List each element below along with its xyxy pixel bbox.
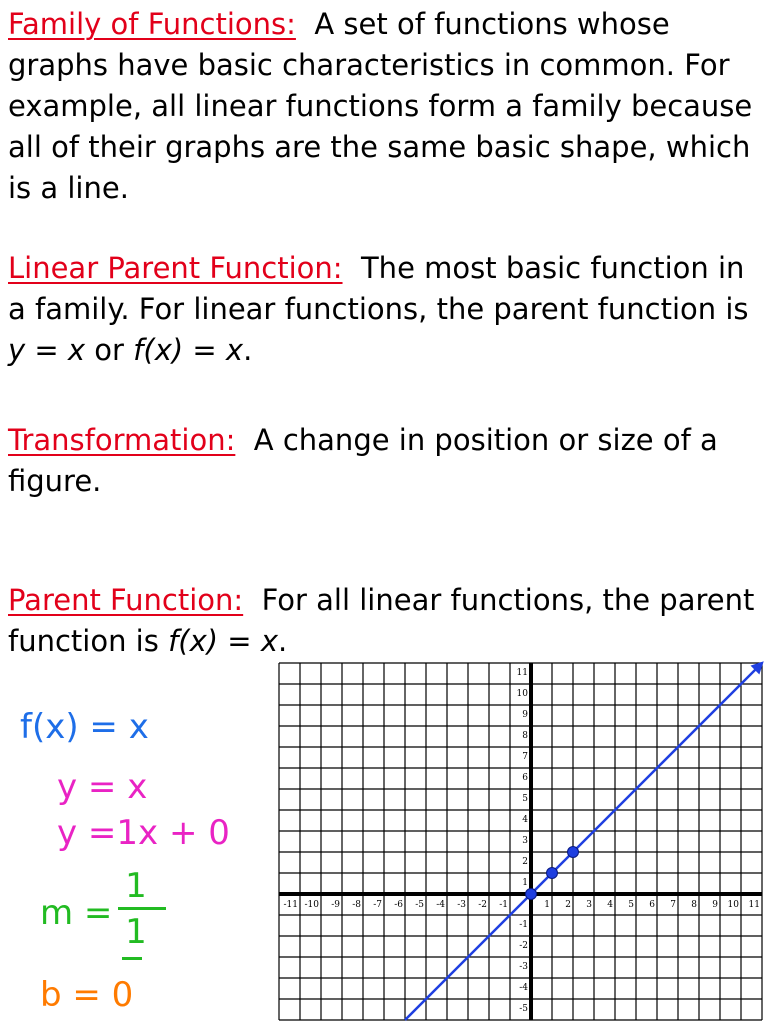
y-tick-label: -3 bbox=[519, 962, 528, 972]
y-tick-label: -5 bbox=[519, 1004, 528, 1014]
x-tick-label: -2 bbox=[478, 900, 487, 910]
denominator-underline bbox=[122, 957, 142, 960]
x-tick-label: 6 bbox=[649, 900, 655, 910]
y-tick-label: 8 bbox=[522, 731, 528, 741]
x-tick-label: -6 bbox=[394, 900, 403, 910]
equation-slope-intercept: y =1x + 0 bbox=[57, 813, 230, 853]
y-tick-label: 5 bbox=[522, 794, 528, 804]
x-tick-label: 1 bbox=[544, 900, 550, 910]
definition-text: A change in position or size of a figure. bbox=[8, 423, 718, 498]
y-tick-label: 1 bbox=[522, 878, 528, 888]
y-tick-label: 11 bbox=[516, 668, 528, 678]
x-tick-label: -9 bbox=[331, 900, 340, 910]
x-tick-label: 2 bbox=[565, 900, 571, 910]
x-tick-label: 11 bbox=[748, 900, 760, 910]
definition-family-of-functions bbox=[8, 4, 764, 209]
x-tick-label: -7 bbox=[373, 900, 382, 910]
definition-text: or bbox=[85, 333, 134, 367]
equation-slope-label: m = bbox=[40, 893, 113, 933]
definition-text: For all linear functions, the parent function is bbox=[8, 583, 755, 658]
equation-y-equals-x: y = x bbox=[57, 767, 148, 807]
y-tick-label: -2 bbox=[519, 941, 528, 951]
x-tick-label: 5 bbox=[628, 900, 634, 910]
definition-parent-function bbox=[8, 580, 764, 662]
definition-text: The most basic function in a family. For linear functions, the parent function is bbox=[8, 251, 749, 326]
x-tick-label: 8 bbox=[691, 900, 697, 910]
math-expression: f(x) = x bbox=[133, 333, 244, 367]
x-tick-label: -10 bbox=[304, 900, 319, 910]
data-point bbox=[547, 868, 558, 879]
data-point bbox=[568, 847, 579, 858]
y-tick-label: 6 bbox=[522, 773, 528, 783]
x-tick-label: 7 bbox=[670, 900, 676, 910]
x-tick-label: 3 bbox=[586, 900, 592, 910]
term-linear-parent-function: Linear Parent Function: bbox=[8, 251, 343, 285]
x-tick-label: 4 bbox=[607, 900, 613, 910]
term-transformation: Transformation: bbox=[8, 423, 236, 457]
x-tick-label: -8 bbox=[352, 900, 361, 910]
line-y-equals-x bbox=[405, 663, 762, 1020]
x-tick-label: 10 bbox=[727, 900, 739, 910]
x-tick-label: 9 bbox=[712, 900, 718, 910]
x-tick-label: -5 bbox=[415, 900, 424, 910]
y-tick-label: 3 bbox=[522, 836, 528, 846]
y-tick-label: 4 bbox=[522, 815, 528, 825]
y-tick-label: 2 bbox=[522, 857, 528, 867]
math-expression: f(x) = x bbox=[168, 624, 278, 658]
math-expression: y = x bbox=[8, 333, 86, 367]
term-parent-function: Parent Function: bbox=[8, 583, 244, 617]
term-family-of-functions: Family of Functions: bbox=[8, 7, 296, 41]
coordinate-graph bbox=[272, 658, 768, 1024]
definition-text: . bbox=[277, 624, 288, 658]
y-tick-label: 10 bbox=[516, 689, 528, 699]
y-tick-label: -1 bbox=[519, 920, 528, 930]
fraction-bar bbox=[118, 907, 166, 910]
x-tick-label: -11 bbox=[283, 900, 298, 910]
definition-linear-parent-function bbox=[8, 248, 764, 371]
definition-text: . bbox=[243, 333, 253, 367]
x-tick-label: -3 bbox=[457, 900, 466, 910]
slope-denominator: 1 bbox=[125, 912, 147, 952]
x-tick-label: -4 bbox=[436, 900, 445, 910]
y-tick-label: 9 bbox=[522, 710, 528, 720]
data-point bbox=[526, 889, 537, 900]
y-tick-label: -4 bbox=[519, 983, 528, 993]
slope-numerator: 1 bbox=[125, 866, 147, 906]
y-tick-label: 7 bbox=[522, 752, 528, 762]
equation-fx: f(x) = x bbox=[20, 707, 149, 747]
equation-intercept: b = 0 bbox=[40, 975, 134, 1015]
definition-transformation bbox=[8, 420, 764, 502]
x-tick-label: -1 bbox=[499, 900, 508, 910]
definition-text: A set of functions whose graphs have basic characteristics in common. For example, all linear functions form a family because all of their graphs are the same basic shape, which is a line. bbox=[8, 7, 753, 205]
